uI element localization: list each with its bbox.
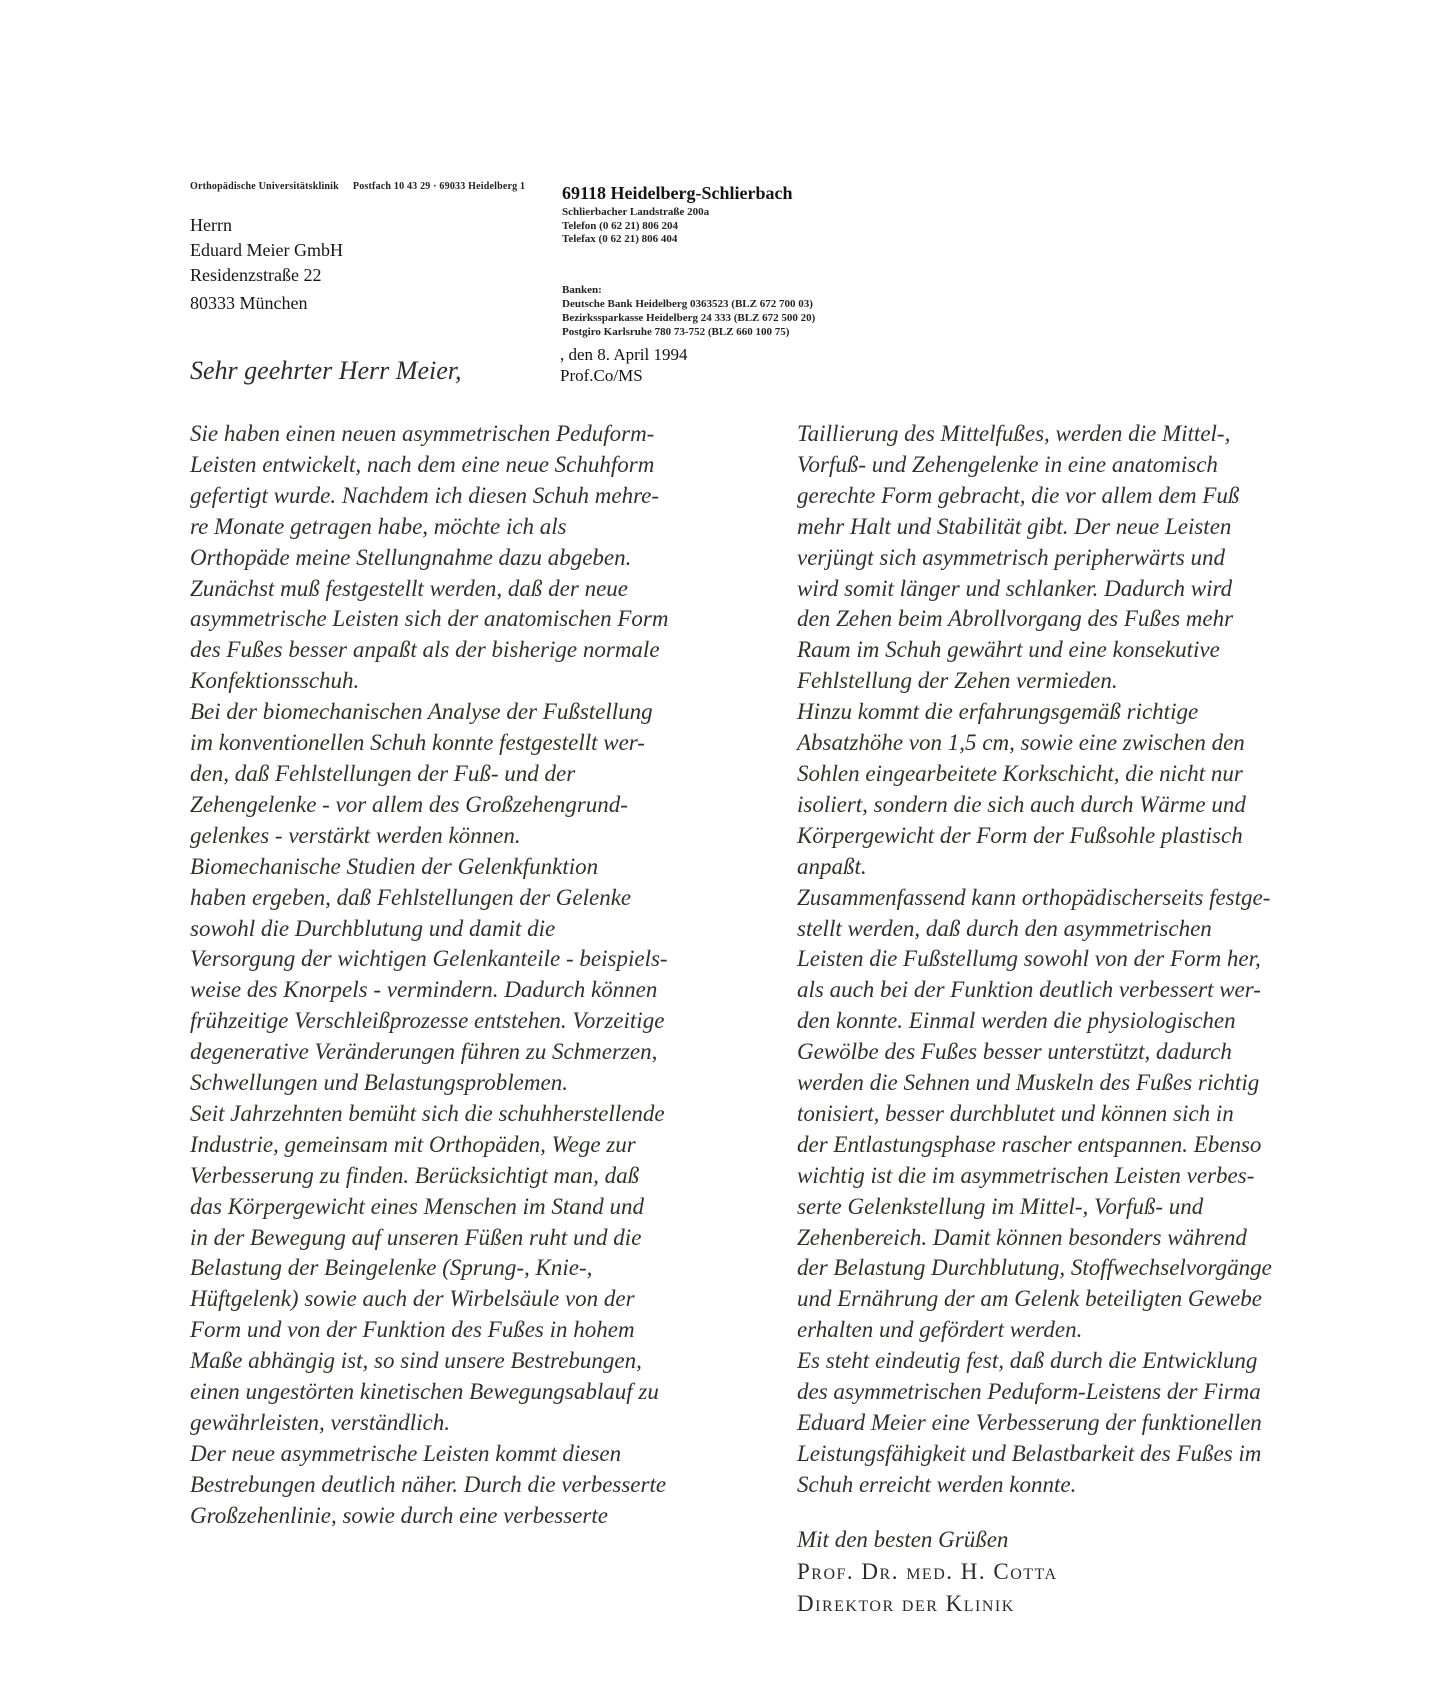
signature-title: Direktor der Klinik (797, 1591, 1015, 1616)
office-contact-block (562, 206, 709, 247)
banks-label: Banken: (562, 284, 602, 296)
recipient-city: 80333 München (190, 293, 308, 313)
sender-clinic-name: Orthopädische Universitätsklinik (190, 181, 339, 192)
sender-postbox: Postfach 10 43 29 · 69033 Heidelberg 1 (352, 181, 526, 192)
signature-name: Prof. Dr. med. H. Cotta (797, 1559, 1058, 1584)
body-left-column: Sie haben einen neuen asymmetrischen Peduform- Leisten entwickelt, nach dem eine neue Schuhform gefertigt wurde. Nachdem ich diesen Schuh mehre- re Monate getragen habe, möchte ich als Orthopäde meine Stellungnahme dazu abgeben. Zunächst muß festgestellt werden, daß der neue asymmetrische Leisten sich der anatomischen Form des Fußes besser anpaßt als der bisherige normale Konfektionsschuh. Bei der biomechanischen Analyse der Fußstellung im konventionellen Schuh konnte festgestellt wer- den, daß Fehlstellungen der Fuß- und der Zehengelenke - vor allem des Großzehengrund- gelenkes - verstärkt werden können. Biomechanische Studien der Gelenkfunktion haben ergeben, daß Fehlstellungen der Gelenke sowohl die Durchblutung und damit die Versorgung der wichtigen Gelenkanteile - beispiels- weise des Knorpels - vermindern. Dadurch können frühzeitige Verschleißprozesse entstehen. Vorzeitige degenerative Veränderungen führen zu Schmerzen, Schwellungen und Belastungsproblemen. Seit Jahrzehnten bemüht sich die schuhherstellende Industrie, gemeinsam mit Orthopäden, Wege zur Verbesserung zu finden. Berücksichtigt man, daß das Körpergewicht eines Menschen im Stand und in der Bewegung auf unseren Füßen ruht und die Belastung der Beingelenke (Sprung-, Knie-, Hüftgelenk) sowie auch der Wirbelsäule von der Form und von der Funktion des Fußes in hohem Maße abhängig ist, so sind unsere Bestrebungen, einen ungestörten kinetischen Bewegungsablauf zu gewährleisten, verständlich. Der neue asymmetrische Leisten kommt diesen Bestrebungen deutlich näher. Durch die verbesserte Großzehenlinie, sowie durch eine verbesserte (190, 421, 669, 1528)
letter-reference: Prof.Co/MS (560, 366, 643, 385)
office-phone: Telefon (0 62 21) 806 204 (562, 219, 679, 232)
salutation: Sehr geehrter Herr Meier, (190, 356, 462, 385)
office-street: Schlierbacher Landstraße 200a (562, 206, 710, 218)
office-city-line: 69118 Heidelberg-Schlierbach (562, 183, 793, 203)
letter-date: , den 8. April 1994 (560, 345, 688, 364)
banks-list: Deutsche Bank Heidelberg 0363523 (BLZ 672 700 03) Bezirkssparkasse Heidelberg 24 333 (BLZ 672 500 20) Postgiro Karlsruhe 780 73-752 (BLZ 660 100 75) (562, 298, 816, 338)
sender-return-address (190, 181, 539, 192)
closing-greeting: Mit den besten Grüßen (797, 1527, 1009, 1552)
office-fax: Telefax (0 62 21) 806 404 (562, 233, 678, 245)
recipient-address: Herrn Eduard Meier GmbH Residenzstraße 22 (190, 215, 343, 285)
body-right-column: Taillierung des Mittelfußes, werden die Mittel-, Vorfuß- und Zehengelenke in eine anatomisch gerechte Form gebracht, die vor allem dem Fuß mehr Halt und Stabilität gibt. Der neue Leisten verjüngt sich asymmetrisch peripherwärts und wird somit länger und schlanker. Dadurch wird den Zehen beim Abrollvorgang des Fußes mehr Raum im Schuh gewährt und eine konsekutive Fehlstellung der Zehen vermieden. Hinzu kommt die erfahrungsgemäß richtige Absatzhöhe von 1,5 cm, sowie eine zwischen den Sohlen eingearbeitete Korkschicht, die nicht nur isoliert, sondern die sich auch durch Wärme und Körpergewicht der Form der Fußsohle plastisch anpaßt. Zusammenfassend kann orthopädischerseits festge- stellt werden, daß durch den asymmetrischen Leisten die Fußstellumg sowohl von der Form her, als auch bei der Funktion deutlich verbessert wer- den konnte. Einmal werden die physiologischen Gewölbe des Fußes besser unterstützt, dadurch werden die Sehnen und Muskeln des Fußes richtig tonisiert, besser durchblutet und können sich in der Entlastungsphase rascher entspannen. Ebenso wichtig ist die im asymmetrischen Leisten verbes- serte Gelenkstellung im Mittel-, Vorfuß- und Zehenbereich. Damit können besonders während der Belastung Durchblutung, Stoffwechselvorgänge und Ernährung der am Gelenk beteiligten Gewebe erhalten und gefördert werden. Es steht eindeutig fest, daß durch die Entwicklung des asymmetrischen Peduform-Leistens der Firma Eduard Meier eine Verbesserung der funktionellen Leistungsfähigkeit und Belastbarkeit des Fußes im Schuh erreicht werden konnte. (797, 421, 1272, 1497)
bank-details (562, 283, 815, 339)
